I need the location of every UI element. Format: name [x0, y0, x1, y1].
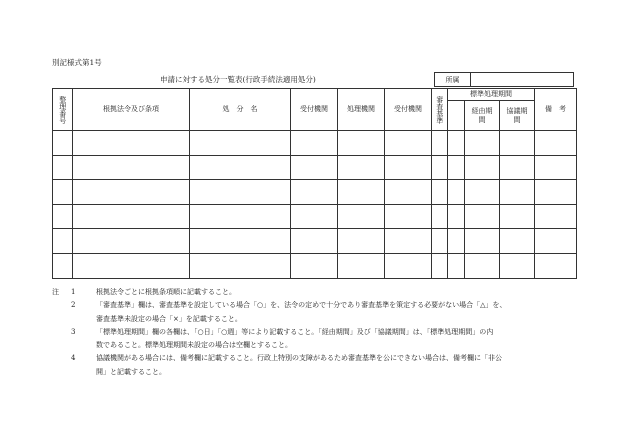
disposition-table: [52, 88, 577, 279]
note-item: [52, 352, 582, 379]
table-cell[interactable]: [432, 155, 448, 180]
table-cell[interactable]: [291, 131, 338, 156]
table-cell[interactable]: [432, 229, 448, 254]
table-cell[interactable]: [291, 204, 338, 229]
table-cell[interactable]: [73, 131, 190, 156]
table-cell[interactable]: [291, 229, 338, 254]
header-biko: 備 考: [535, 89, 577, 131]
table-cell[interactable]: [465, 180, 500, 205]
table-cell[interactable]: [190, 131, 291, 156]
table-cell[interactable]: [53, 180, 73, 205]
table-cell[interactable]: [448, 204, 465, 229]
table-cell[interactable]: [535, 204, 577, 229]
table-cell[interactable]: [448, 180, 465, 205]
table-cell[interactable]: [535, 229, 577, 254]
table-cell[interactable]: [53, 204, 73, 229]
table-row: [53, 131, 577, 156]
table-cell[interactable]: [73, 229, 190, 254]
header-shinsa-kijun: 審査基準: [432, 89, 448, 131]
note-item: [52, 326, 582, 353]
table-cell[interactable]: [385, 253, 432, 278]
table-cell[interactable]: [73, 155, 190, 180]
table-cell[interactable]: [53, 155, 73, 180]
table-cell[interactable]: [535, 253, 577, 278]
note-text: 開」と記載すること。: [96, 367, 166, 376]
table-cell[interactable]: [448, 253, 465, 278]
table-cell[interactable]: [535, 155, 577, 180]
table-cell[interactable]: [73, 253, 190, 278]
table-cell[interactable]: [465, 204, 500, 229]
table-row: [53, 253, 577, 278]
note-number: 1: [71, 288, 76, 296]
table-cell[interactable]: [432, 253, 448, 278]
table-cell[interactable]: [500, 204, 535, 229]
table-cell[interactable]: [190, 229, 291, 254]
table-cell[interactable]: [535, 131, 577, 156]
table-row: [53, 204, 577, 229]
header-seiri-bango: 整理番号: [53, 89, 73, 131]
table-cell[interactable]: [385, 131, 432, 156]
table-cell[interactable]: [338, 180, 385, 205]
header-shori-kikan: 処理機関: [338, 89, 385, 131]
table-cell[interactable]: [465, 253, 500, 278]
header-uketsuke-kikan: 受付機関: [291, 89, 338, 131]
table-cell[interactable]: [291, 180, 338, 205]
table-row: [53, 180, 577, 205]
table-cell[interactable]: [190, 204, 291, 229]
table-cell[interactable]: [190, 180, 291, 205]
table-cell[interactable]: [190, 253, 291, 278]
note-text: 「審査基準」欄は、審査基準を設定している場合「○」を、法令の定めで十分であり審査基準を策定する必要がない場合「△」を、: [96, 301, 507, 310]
table-cell[interactable]: [53, 253, 73, 278]
table-cell[interactable]: [338, 204, 385, 229]
table-cell[interactable]: [190, 155, 291, 180]
table-cell[interactable]: [432, 204, 448, 229]
table-cell[interactable]: [500, 253, 535, 278]
note-item: [52, 286, 582, 299]
note-text: 数であること。標準処理期間未設定の場合は空欄とすること。: [96, 341, 292, 350]
table-cell[interactable]: [385, 180, 432, 205]
table-row: [53, 229, 577, 254]
table-cell[interactable]: [432, 131, 448, 156]
table-cell[interactable]: [385, 155, 432, 180]
note-number: 2: [71, 301, 76, 310]
note-text: 根拠法令ごとに根拠条項順に記載すること。: [96, 288, 236, 296]
table-cell[interactable]: [500, 131, 535, 156]
department-box: [434, 72, 574, 87]
note-text: 審査基準未設定の場合「×」を記載すること。: [96, 314, 242, 323]
table-cell[interactable]: [500, 229, 535, 254]
department-label: 所属: [435, 73, 471, 86]
document-title: 申請に対する処分一覧表(行政手続法適用処分): [160, 75, 316, 84]
note-number: 4: [71, 354, 76, 363]
header-keiyu-kikan: 経由期間: [465, 101, 500, 131]
header-uketsuke-kikan-2: 受付機関: [385, 89, 432, 131]
table-cell[interactable]: [465, 155, 500, 180]
note-text: 「標準処理期間」欄の各欄は、「○日」「○週」等により記載すること。「経由期間」及び「協議期間」は、「標準処理期間」の内: [96, 327, 494, 336]
table-cell[interactable]: [338, 253, 385, 278]
table-cell[interactable]: [465, 229, 500, 254]
table-cell[interactable]: [448, 131, 465, 156]
table-cell[interactable]: [448, 155, 465, 180]
table-cell[interactable]: [73, 180, 190, 205]
table-cell[interactable]: [73, 204, 190, 229]
header-shobun-mei: 処 分 名: [190, 89, 291, 131]
table-cell[interactable]: [338, 155, 385, 180]
table-cell[interactable]: [53, 229, 73, 254]
table-cell[interactable]: [385, 229, 432, 254]
table-cell[interactable]: [535, 180, 577, 205]
table-cell[interactable]: [448, 229, 465, 254]
table-cell[interactable]: [291, 253, 338, 278]
table-cell[interactable]: [385, 204, 432, 229]
header-hyojun-shori-kikan: 標準処理期間: [448, 89, 535, 101]
form-number-label: 別記様式第1号: [52, 58, 102, 67]
table-cell[interactable]: [432, 180, 448, 205]
header-kyogi-kikan: 協議期間: [500, 101, 535, 131]
note-item: [52, 299, 582, 326]
table-cell[interactable]: [53, 131, 73, 156]
note-number: 3: [71, 327, 76, 336]
header-hyojun-value: [448, 101, 465, 131]
table-cell[interactable]: [500, 155, 535, 180]
table-row: [53, 155, 577, 180]
table-cell[interactable]: [500, 180, 535, 205]
table-cell[interactable]: [465, 131, 500, 156]
notes-section: [52, 286, 582, 379]
table-cell[interactable]: [338, 229, 385, 254]
header-konkyo: 根拠法令及び条項: [73, 89, 190, 131]
note-text: 協議機関がある場合には、備考欄に記載すること。行政上特別の支障があるため審査基準を公にできない場合は、備考欄に「非公: [96, 354, 502, 363]
table-cell[interactable]: [338, 131, 385, 156]
note-mark: 注: [52, 288, 59, 296]
table-cell[interactable]: [291, 155, 338, 180]
